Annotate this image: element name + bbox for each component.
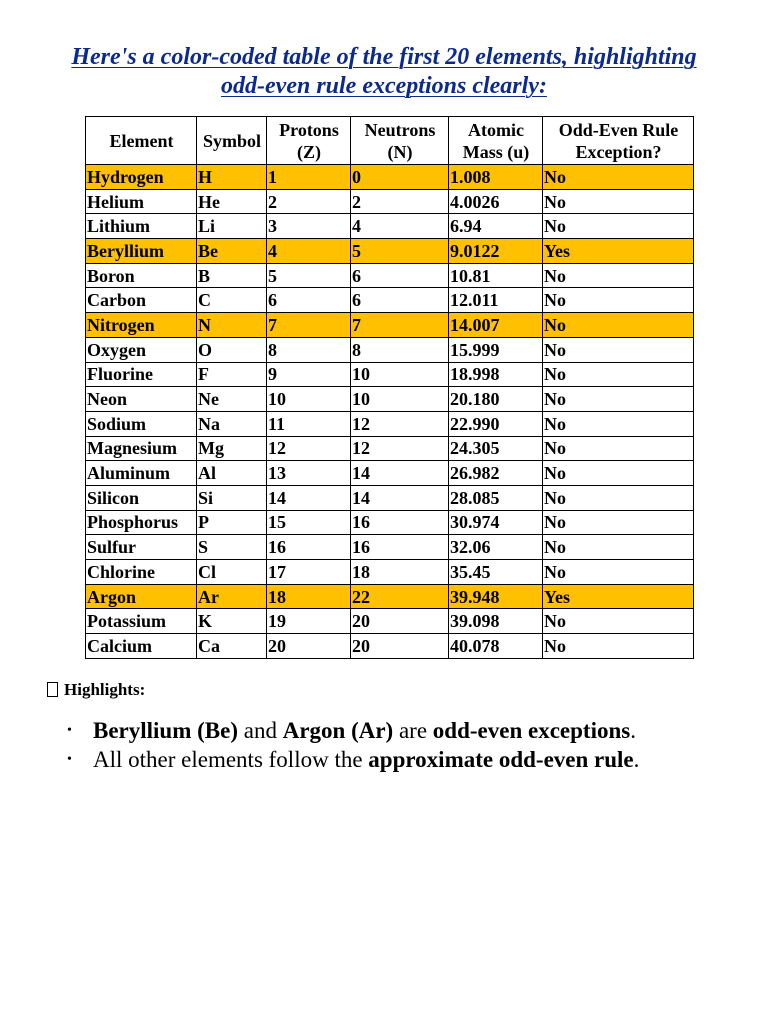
protons-cell: 18 xyxy=(267,584,351,609)
bullet-icon: • xyxy=(67,723,72,738)
neutrons-cell: 4 xyxy=(351,214,449,239)
protons-cell: 5 xyxy=(267,263,351,288)
atomic-mass-cell: 26.982 xyxy=(449,461,543,486)
element-name-cell: Hydrogen xyxy=(86,165,197,190)
symbol-cell: N xyxy=(197,313,267,338)
neutrons-cell: 12 xyxy=(351,436,449,461)
atomic-mass-cell: 39.948 xyxy=(449,584,543,609)
symbol-cell: H xyxy=(197,165,267,190)
column-header-neutrons: Neutrons (N) xyxy=(351,117,449,165)
element-name-cell: Calcium xyxy=(86,634,197,659)
table-row xyxy=(86,461,694,486)
neutrons-cell: 10 xyxy=(351,362,449,387)
bold-text: Argon (Ar) xyxy=(282,718,394,743)
element-name-cell: Sodium xyxy=(86,411,197,436)
element-name-cell: Argon xyxy=(86,584,197,609)
protons-cell: 16 xyxy=(267,535,351,560)
protons-cell: 1 xyxy=(267,165,351,190)
bold-text: Beryllium (Be) xyxy=(93,718,238,743)
column-header-exception: Odd-Even Rule Exception? xyxy=(543,117,694,165)
table-body xyxy=(86,165,694,659)
atomic-mass-cell: 35.45 xyxy=(449,560,543,585)
list-item xyxy=(63,745,639,774)
element-name-cell: Neon xyxy=(86,387,197,412)
symbol-cell: Na xyxy=(197,411,267,436)
neutrons-cell: 7 xyxy=(351,313,449,338)
column-header-symbol: Symbol xyxy=(197,117,267,165)
neutrons-cell: 6 xyxy=(351,288,449,313)
protons-cell: 20 xyxy=(267,634,351,659)
text-segment: are xyxy=(393,718,433,743)
atomic-mass-cell: 24.305 xyxy=(449,436,543,461)
protons-cell: 14 xyxy=(267,485,351,510)
atomic-mass-cell: 14.007 xyxy=(449,313,543,338)
symbol-cell: Mg xyxy=(197,436,267,461)
element-name-cell: Helium xyxy=(86,189,197,214)
exception-cell: No xyxy=(543,337,694,362)
list-item xyxy=(63,716,639,745)
exception-cell: No xyxy=(543,189,694,214)
neutrons-cell: 18 xyxy=(351,560,449,585)
element-name-cell: Oxygen xyxy=(86,337,197,362)
exception-cell: No xyxy=(543,436,694,461)
element-name-cell: Nitrogen xyxy=(86,313,197,338)
atomic-mass-cell: 32.06 xyxy=(449,535,543,560)
table-row xyxy=(86,634,694,659)
atomic-mass-cell: 39.098 xyxy=(449,609,543,634)
exception-cell: No xyxy=(543,461,694,486)
element-name-cell: Carbon xyxy=(86,288,197,313)
page-title xyxy=(20,43,748,101)
table-row xyxy=(86,387,694,412)
exception-cell: No xyxy=(543,560,694,585)
atomic-mass-cell: 20.180 xyxy=(449,387,543,412)
symbol-cell: O xyxy=(197,337,267,362)
exception-cell: No xyxy=(543,609,694,634)
exception-cell: No xyxy=(543,485,694,510)
protons-cell: 8 xyxy=(267,337,351,362)
symbol-cell: Be xyxy=(197,239,267,264)
neutrons-cell: 20 xyxy=(351,609,449,634)
protons-cell: 19 xyxy=(267,609,351,634)
element-name-cell: Silicon xyxy=(86,485,197,510)
symbol-cell: F xyxy=(197,362,267,387)
symbol-cell: Si xyxy=(197,485,267,510)
exception-cell: No xyxy=(543,288,694,313)
table-row xyxy=(86,485,694,510)
exception-cell: Yes xyxy=(543,584,694,609)
table-row xyxy=(86,411,694,436)
table-row xyxy=(86,263,694,288)
protons-cell: 7 xyxy=(267,313,351,338)
element-name-cell: Aluminum xyxy=(86,461,197,486)
table-row xyxy=(86,584,694,609)
atomic-mass-cell: 10.81 xyxy=(449,263,543,288)
element-name-cell: Potassium xyxy=(86,609,197,634)
atomic-mass-cell: 1.008 xyxy=(449,165,543,190)
bold-text: approximate odd-even rule xyxy=(368,747,634,772)
neutrons-cell: 16 xyxy=(351,510,449,535)
symbol-cell: Ar xyxy=(197,584,267,609)
neutrons-cell: 0 xyxy=(351,165,449,190)
bullet-icon: • xyxy=(67,752,72,767)
symbol-cell: Al xyxy=(197,461,267,486)
element-name-cell: Boron xyxy=(86,263,197,288)
neutrons-cell: 6 xyxy=(351,263,449,288)
atomic-mass-cell: 28.085 xyxy=(449,485,543,510)
elements-table xyxy=(85,116,694,659)
exception-cell: No xyxy=(543,387,694,412)
neutrons-cell: 14 xyxy=(351,485,449,510)
page-title-line-2: odd-even rule exceptions clearly: xyxy=(221,73,547,99)
table-row xyxy=(86,436,694,461)
symbol-cell: K xyxy=(197,609,267,634)
exception-cell: No xyxy=(543,362,694,387)
exception-cell: No xyxy=(543,263,694,288)
neutrons-cell: 14 xyxy=(351,461,449,486)
symbol-cell: P xyxy=(197,510,267,535)
missing-glyph-icon xyxy=(47,682,58,697)
protons-cell: 10 xyxy=(267,387,351,412)
table-header-row xyxy=(86,117,694,165)
element-name-cell: Magnesium xyxy=(86,436,197,461)
text-segment: . xyxy=(633,747,640,772)
column-header-protons: Protons (Z) xyxy=(267,117,351,165)
element-name-cell: Phosphorus xyxy=(86,510,197,535)
atomic-mass-cell: 9.0122 xyxy=(449,239,543,264)
atomic-mass-cell: 6.94 xyxy=(449,214,543,239)
protons-cell: 6 xyxy=(267,288,351,313)
atomic-mass-cell: 18.998 xyxy=(449,362,543,387)
table-row xyxy=(86,337,694,362)
atomic-mass-cell: 40.078 xyxy=(449,634,543,659)
exception-cell: No xyxy=(543,510,694,535)
bold-text: odd-even exceptions xyxy=(432,718,631,743)
neutrons-cell: 5 xyxy=(351,239,449,264)
table-row xyxy=(86,165,694,190)
exception-cell: Yes xyxy=(543,239,694,264)
symbol-cell: Ca xyxy=(197,634,267,659)
text-segment: . xyxy=(630,718,636,743)
exception-cell: No xyxy=(543,535,694,560)
highlights-list xyxy=(63,716,639,774)
symbol-cell: S xyxy=(197,535,267,560)
protons-cell: 17 xyxy=(267,560,351,585)
atomic-mass-cell: 12.011 xyxy=(449,288,543,313)
atomic-mass-cell: 15.999 xyxy=(449,337,543,362)
exception-cell: No xyxy=(543,214,694,239)
protons-cell: 11 xyxy=(267,411,351,436)
element-name-cell: Fluorine xyxy=(86,362,197,387)
protons-cell: 15 xyxy=(267,510,351,535)
protons-cell: 4 xyxy=(267,239,351,264)
table-row xyxy=(86,609,694,634)
symbol-cell: Cl xyxy=(197,560,267,585)
symbol-cell: B xyxy=(197,263,267,288)
neutrons-cell: 8 xyxy=(351,337,449,362)
element-name-cell: Lithium xyxy=(86,214,197,239)
protons-cell: 3 xyxy=(267,214,351,239)
protons-cell: 9 xyxy=(267,362,351,387)
element-name-cell: Sulfur xyxy=(86,535,197,560)
neutrons-cell: 20 xyxy=(351,634,449,659)
table-row xyxy=(86,535,694,560)
column-header-atomic-mass: Atomic Mass (u) xyxy=(449,117,543,165)
neutrons-cell: 22 xyxy=(351,584,449,609)
neutrons-cell: 2 xyxy=(351,189,449,214)
atomic-mass-cell: 4.0026 xyxy=(449,189,543,214)
table-row xyxy=(86,288,694,313)
neutrons-cell: 16 xyxy=(351,535,449,560)
protons-cell: 2 xyxy=(267,189,351,214)
table-row xyxy=(86,214,694,239)
element-name-cell: Beryllium xyxy=(86,239,197,264)
symbol-cell: He xyxy=(197,189,267,214)
exception-cell: No xyxy=(543,634,694,659)
highlights-heading xyxy=(47,679,145,701)
highlights-heading-text: Highlights: xyxy=(64,680,146,699)
text-segment: and xyxy=(238,718,283,743)
text-segment: All other elements follow the xyxy=(93,747,369,772)
page-title-line-1: Here's a color-coded table of the first 20 elements, highlighting xyxy=(71,44,697,70)
atomic-mass-cell: 30.974 xyxy=(449,510,543,535)
symbol-cell: Ne xyxy=(197,387,267,412)
atomic-mass-cell: 22.990 xyxy=(449,411,543,436)
symbol-cell: Li xyxy=(197,214,267,239)
table-row xyxy=(86,560,694,585)
exception-cell: No xyxy=(543,165,694,190)
symbol-cell: C xyxy=(197,288,267,313)
element-name-cell: Chlorine xyxy=(86,560,197,585)
table-row xyxy=(86,362,694,387)
table-row xyxy=(86,313,694,338)
table-row xyxy=(86,510,694,535)
exception-cell: No xyxy=(543,411,694,436)
neutrons-cell: 10 xyxy=(351,387,449,412)
protons-cell: 13 xyxy=(267,461,351,486)
neutrons-cell: 12 xyxy=(351,411,449,436)
protons-cell: 12 xyxy=(267,436,351,461)
exception-cell: No xyxy=(543,313,694,338)
table-row xyxy=(86,239,694,264)
table-row xyxy=(86,189,694,214)
column-header-element: Element xyxy=(86,117,197,165)
